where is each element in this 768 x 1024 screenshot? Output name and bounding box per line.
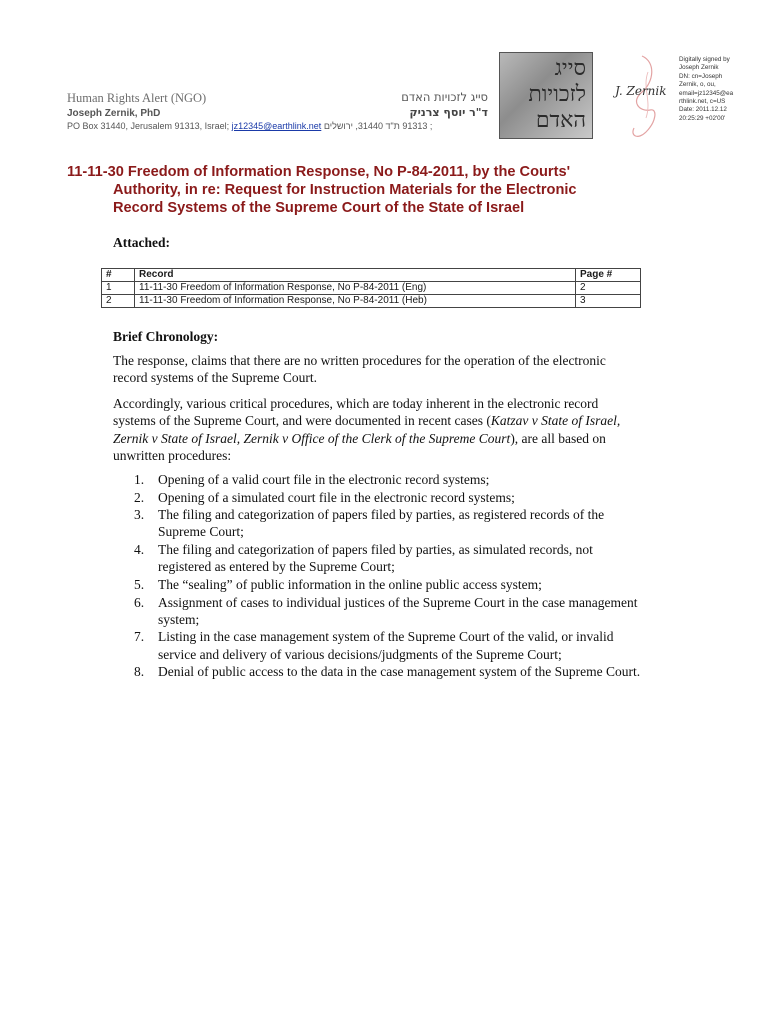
email-link[interactable]: jz12345@earthlink.net <box>231 121 322 131</box>
list-item: 4. The filing and categorization of papers filed by parties, as simulated records, not registered as entered by the Supreme Court; <box>134 542 593 575</box>
sig-detail-line: Joseph Zernik <box>679 64 719 72</box>
para2-start: Accordingly, various critical procedures, which are today inherent in the electronic record systems of the Supreme Court, and were documented in recent cases ( <box>113 396 599 429</box>
header-number: # <box>102 269 135 282</box>
address-hebrew: ; 91313 ת"ד 31440, ירושלים <box>323 121 433 131</box>
list-item-text: Listing in the case management system of the Supreme Court of the valid, or invalid service and delivery of various decisions/judgments of the Supreme Court; <box>158 629 614 662</box>
list-item-text: The filing and categorization of papers filed by parties, as simulated records, not registered as entered by the Supreme Court; <box>158 542 593 575</box>
address-prefix: PO Box 31440, Jerusalem 91313, Israel; <box>67 121 230 131</box>
para2-end: ), are all based on unwritten procedures: <box>113 430 606 463</box>
row-page: 3 <box>576 295 641 308</box>
sig-detail-line: rthlink.net, c=US <box>679 98 726 106</box>
row-page: 2 <box>576 282 641 295</box>
list-item: 2. Opening of a simulated court file in the electronic record systems; <box>134 489 515 505</box>
sig-detail-line: Zernik, o, ou, <box>679 81 716 89</box>
list-item-text: Denial of public access to the data in the case management system of the Supreme Court. <box>158 664 641 680</box>
chronology-paragraph-1: The response, claims that there are no written procedures for the operation of the electronic record systems of the Supreme Court. <box>113 353 606 386</box>
title-line-2: Authority, in re: Request for Instruction Materials for the Electronic <box>113 182 577 198</box>
table-header-row <box>102 269 641 282</box>
org-logo <box>499 52 593 139</box>
logo-line-2: לזכויות <box>528 82 586 107</box>
handwritten-signature: J. Zernik <box>615 84 667 98</box>
procedures-list <box>113 471 643 681</box>
sig-detail-line: Digitally signed by <box>679 56 730 63</box>
chronology-paragraph-2 <box>113 395 633 464</box>
list-item-text: Assignment of cases to individual justices of the Supreme Court in the case management system; <box>158 594 638 627</box>
row-record: 11-11-30 Freedom of Information Response, No P-84-2011 (Heb) <box>135 295 576 308</box>
table-row <box>102 295 641 308</box>
table-row <box>102 282 641 295</box>
attachments-table <box>101 268 641 308</box>
person-name: Joseph Zernik, PhD <box>67 108 161 119</box>
list-item-text: Opening of a simulated court file in the electronic record systems; <box>158 489 515 505</box>
title-line-1: 11-11-30 Freedom of Information Response, No P-84-2011, by the Courts' <box>67 164 571 180</box>
list-item: 1. Opening of a valid court file in the electronic record systems; <box>134 472 490 487</box>
list-item: 3. The filing and categorization of papers filed by parties, as registered records of the Supreme Court; <box>134 507 605 540</box>
header-record: Record <box>135 269 576 282</box>
list-item: 5. The “sealing” of public information in the online public access system; <box>134 576 542 592</box>
org-name-hebrew: סייג לזכויות האדם <box>401 90 488 104</box>
title-line-3: Record Systems of the Supreme Court of the State of Israel <box>113 200 525 216</box>
digital-signature-details <box>679 56 765 123</box>
list-item: 7. Listing in the case management system of the Supreme Court of the valid, or invalid service and delivery of various decisions/judgments of the Supreme Court; <box>134 629 614 662</box>
person-name-hebrew: ד"ר יוסף צרניק <box>409 106 488 119</box>
chronology-heading: Brief Chronology: <box>113 329 219 344</box>
row-record: 11-11-30 Freedom of Information Response, No P-84-2011 (Eng) <box>135 282 576 295</box>
address-line <box>67 121 432 131</box>
list-item: 6. Assignment of cases to individual justices of the Supreme Court in the case management system; <box>134 594 638 627</box>
org-name: Human Rights Alert (NGO) <box>67 91 207 105</box>
list-item-text: The “sealing” of public information in the online public access system; <box>158 576 542 592</box>
row-number: 1 <box>102 282 135 295</box>
list-item-text: The filing and categorization of papers filed by parties, as registered records of the Supreme Court; <box>158 507 605 540</box>
sig-detail-line: email=jz12345@ea <box>679 89 734 97</box>
logo-line-3: האדם <box>535 108 586 133</box>
row-number: 2 <box>102 295 135 308</box>
sig-detail-line: 20:25:29 +02'00' <box>679 114 726 122</box>
document-title <box>67 163 627 217</box>
para2-cases: Katzav v State of Israel, Zernik v State of Israel, Zernik v Office of the Clerk of the Supreme Court <box>113 413 621 446</box>
sig-detail-line: DN: cn=Joseph <box>679 72 723 80</box>
list-item: 8. Denial of public access to the data in the case management system of the Supreme Court. <box>134 664 641 680</box>
sig-detail-line: Date: 2011.12.12 <box>679 106 727 114</box>
logo-line-1: סייג <box>554 56 586 81</box>
attached-heading: Attached: <box>113 235 170 250</box>
letterhead-english <box>67 91 206 120</box>
list-item-text: Opening of a valid court file in the electronic record systems; <box>158 472 490 487</box>
header-page: Page # <box>576 269 641 282</box>
